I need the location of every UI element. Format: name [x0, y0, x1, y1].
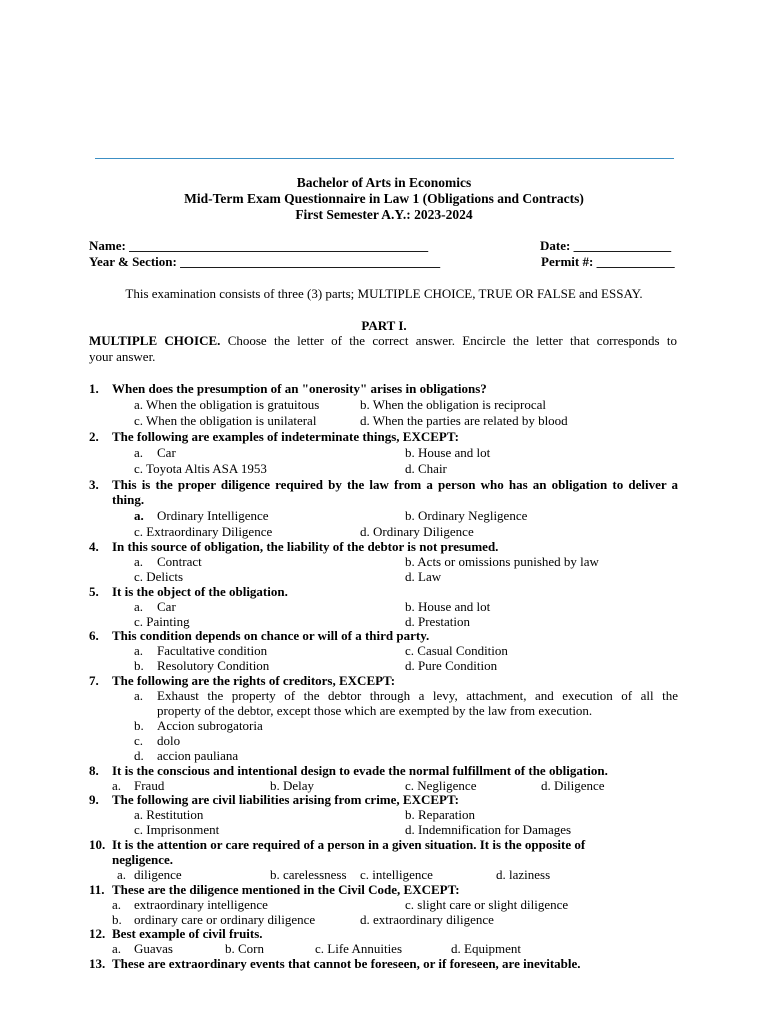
- instruction-text: Choose the letter of the correct answer. Encircle the letter that corresponds to: [227, 333, 677, 348]
- option-b[interactable]: b. House and lot: [405, 599, 491, 614]
- option-a[interactable]: a. When the obligation is gratuitous: [134, 397, 320, 412]
- option-a[interactable]: diligence: [134, 867, 182, 882]
- option-c[interactable]: c. Life Annuities: [315, 941, 403, 956]
- year-section-field[interactable]: Year & Section: ________________________________________: [89, 254, 441, 269]
- question-text-line2: thing.: [112, 492, 145, 507]
- question-text-line2: negligence.: [112, 852, 174, 867]
- question-number: 4.: [89, 539, 99, 554]
- option-d[interactable]: d. laziness: [496, 867, 551, 882]
- option-a-letter[interactable]: a.: [134, 599, 144, 614]
- question-text: These are extraordinary events that cannot be foreseen, or if foreseen, are inevitable.: [112, 956, 581, 971]
- option-b-letter[interactable]: b.: [134, 718, 144, 733]
- permit-field[interactable]: Permit #: ____________: [541, 254, 675, 269]
- option-a-letter[interactable]: a.: [134, 508, 144, 523]
- option-b[interactable]: b. carelessness: [270, 867, 347, 882]
- question-number: 8.: [89, 763, 99, 778]
- option-b[interactable]: b. Reparation: [405, 807, 476, 822]
- option-d[interactable]: d. Chair: [405, 461, 447, 476]
- option-d[interactable]: d. Equipment: [451, 941, 522, 956]
- option-a-letter[interactable]: a.: [134, 445, 144, 460]
- part-instructions-line2: your answer.: [89, 349, 156, 364]
- option-c-letter[interactable]: c.: [134, 733, 144, 748]
- question-text: The following are the rights of creditors, EXCEPT:: [112, 673, 396, 688]
- question-text: Best example of civil fruits.: [112, 926, 263, 941]
- option-a-letter[interactable]: a.: [112, 778, 122, 793]
- question-text: When does the presumption of an "onerosity" arises in obligations?: [112, 381, 487, 396]
- question-number: 2.: [89, 429, 99, 444]
- option-c[interactable]: c. Toyota Altis ASA 1953: [134, 461, 267, 476]
- option-d[interactable]: d. Ordinary Diligence: [360, 524, 474, 539]
- question-number: 11.: [89, 882, 105, 897]
- option-a-letter[interactable]: a.: [112, 941, 122, 956]
- option-c[interactable]: c. Delicts: [134, 569, 184, 584]
- question-number: 10.: [89, 837, 106, 852]
- option-d[interactable]: d. extraordinary diligence: [360, 912, 494, 927]
- question-number: 3.: [89, 477, 99, 492]
- intro-text: This examination consists of three (3) parts; MULTIPLE CHOICE, TRUE OR FALSE and ESSAY.: [125, 286, 643, 301]
- question-number: 7.: [89, 673, 99, 688]
- option-d[interactable]: accion pauliana: [157, 748, 239, 763]
- option-b[interactable]: b. Delay: [270, 778, 315, 793]
- option-b[interactable]: b. Ordinary Negligence: [405, 508, 528, 523]
- name-field[interactable]: Name: ______________________________________________: [89, 238, 429, 253]
- option-c[interactable]: c. When the obligation is unilateral: [134, 413, 317, 428]
- option-d[interactable]: d. Diligence: [541, 778, 605, 793]
- option-c[interactable]: c. slight care or slight diligence: [405, 897, 569, 912]
- question-text-line1: This is the proper diligence required by the law from a person who has an obligation to deliver a: [112, 477, 678, 492]
- question-text: It is the object of the obligation.: [112, 584, 288, 599]
- option-a-letter[interactable]: a.: [112, 897, 122, 912]
- question-text: It is the conscious and intentional design to evade the normal fulfillment of the obligation.: [112, 763, 608, 778]
- option-a[interactable]: Fraud: [134, 778, 165, 793]
- option-b[interactable]: b. When the obligation is reciprocal: [360, 397, 547, 412]
- option-d[interactable]: d. Indemnification for Damages: [405, 822, 572, 837]
- question-number: 12.: [89, 926, 106, 941]
- option-a-line2[interactable]: property of the debtor, except those which are exempted by the law from execution.: [157, 703, 593, 718]
- question-text-line1: It is the attention or care required of a person in a given situation. It is the opposite of: [112, 837, 586, 852]
- option-c[interactable]: c. intelligence: [360, 867, 433, 882]
- part-title: PART I.: [361, 318, 407, 333]
- question-text: This condition depends on chance or will of a third party.: [112, 628, 430, 643]
- program-title: Bachelor of Arts in Economics: [296, 175, 472, 190]
- option-d[interactable]: d. When the parties are related by blood: [360, 413, 568, 428]
- option-c[interactable]: c. Imprisonment: [134, 822, 220, 837]
- option-a-letter[interactable]: a.: [134, 643, 144, 658]
- option-a[interactable]: Car: [157, 445, 176, 460]
- question-number: 9.: [89, 792, 99, 807]
- option-c[interactable]: c. Extraordinary Diligence: [134, 524, 273, 539]
- option-b[interactable]: b. Acts or omissions punished by law: [405, 554, 599, 569]
- option-b[interactable]: b. House and lot: [405, 445, 491, 460]
- option-d[interactable]: d. Pure Condition: [405, 658, 498, 673]
- option-a[interactable]: Contract: [157, 554, 202, 569]
- exam-title: Mid-Term Exam Questionnaire in Law 1 (Obligations and Contracts): [184, 191, 584, 206]
- question-text: The following are examples of indeterminate things, EXCEPT:: [112, 429, 459, 444]
- option-a-line1[interactable]: Exhaust the property of the debtor through a levy, attachment, and execution of all the: [157, 688, 678, 703]
- question-number: 13.: [89, 956, 106, 971]
- option-a[interactable]: Car: [157, 599, 176, 614]
- option-a[interactable]: a. Restitution: [134, 807, 204, 822]
- option-a-letter[interactable]: a.: [117, 867, 127, 882]
- option-d[interactable]: d. Law: [405, 569, 442, 584]
- question-number: 5.: [89, 584, 99, 599]
- option-b[interactable]: b. Corn: [225, 941, 264, 956]
- part-instructions-line1: [89, 333, 677, 348]
- question-text: In this source of obligation, the liability of the debtor is not presumed.: [112, 539, 499, 554]
- option-c[interactable]: c. Negligence: [405, 778, 477, 793]
- option-b[interactable]: ordinary care or ordinary diligence: [134, 912, 316, 927]
- option-c[interactable]: c. Painting: [134, 614, 190, 629]
- date-field[interactable]: Date: _______________: [540, 238, 672, 253]
- option-b-letter[interactable]: b.: [134, 658, 144, 673]
- option-c[interactable]: dolo: [157, 733, 181, 748]
- option-a-letter[interactable]: a.: [134, 554, 144, 569]
- option-a[interactable]: Facultative condition: [157, 643, 268, 658]
- option-d-letter[interactable]: d.: [134, 748, 144, 763]
- option-d[interactable]: d. Prestation: [405, 614, 470, 629]
- option-a-letter[interactable]: a.: [134, 688, 144, 703]
- option-c[interactable]: c. Casual Condition: [405, 643, 508, 658]
- option-b[interactable]: Accion subrogatoria: [157, 718, 263, 733]
- option-b[interactable]: Resolutory Condition: [157, 658, 270, 673]
- question-text: The following are civil liabilities arising from crime, EXCEPT:: [112, 792, 459, 807]
- semester-title: First Semester A.Y.: 2023-2024: [295, 207, 473, 222]
- section-heading: MULTIPLE CHOICE.: [89, 333, 221, 348]
- option-a[interactable]: Ordinary Intelligence: [157, 508, 269, 523]
- option-b-letter[interactable]: b.: [112, 912, 122, 927]
- header-rule: [95, 158, 674, 159]
- question-number: 6.: [89, 628, 99, 643]
- option-a[interactable]: Guavas: [134, 941, 173, 956]
- question-text: These are the diligence mentioned in the Civil Code, EXCEPT:: [112, 882, 460, 897]
- option-a[interactable]: extraordinary intelligence: [134, 897, 268, 912]
- question-number: 1.: [89, 381, 99, 396]
